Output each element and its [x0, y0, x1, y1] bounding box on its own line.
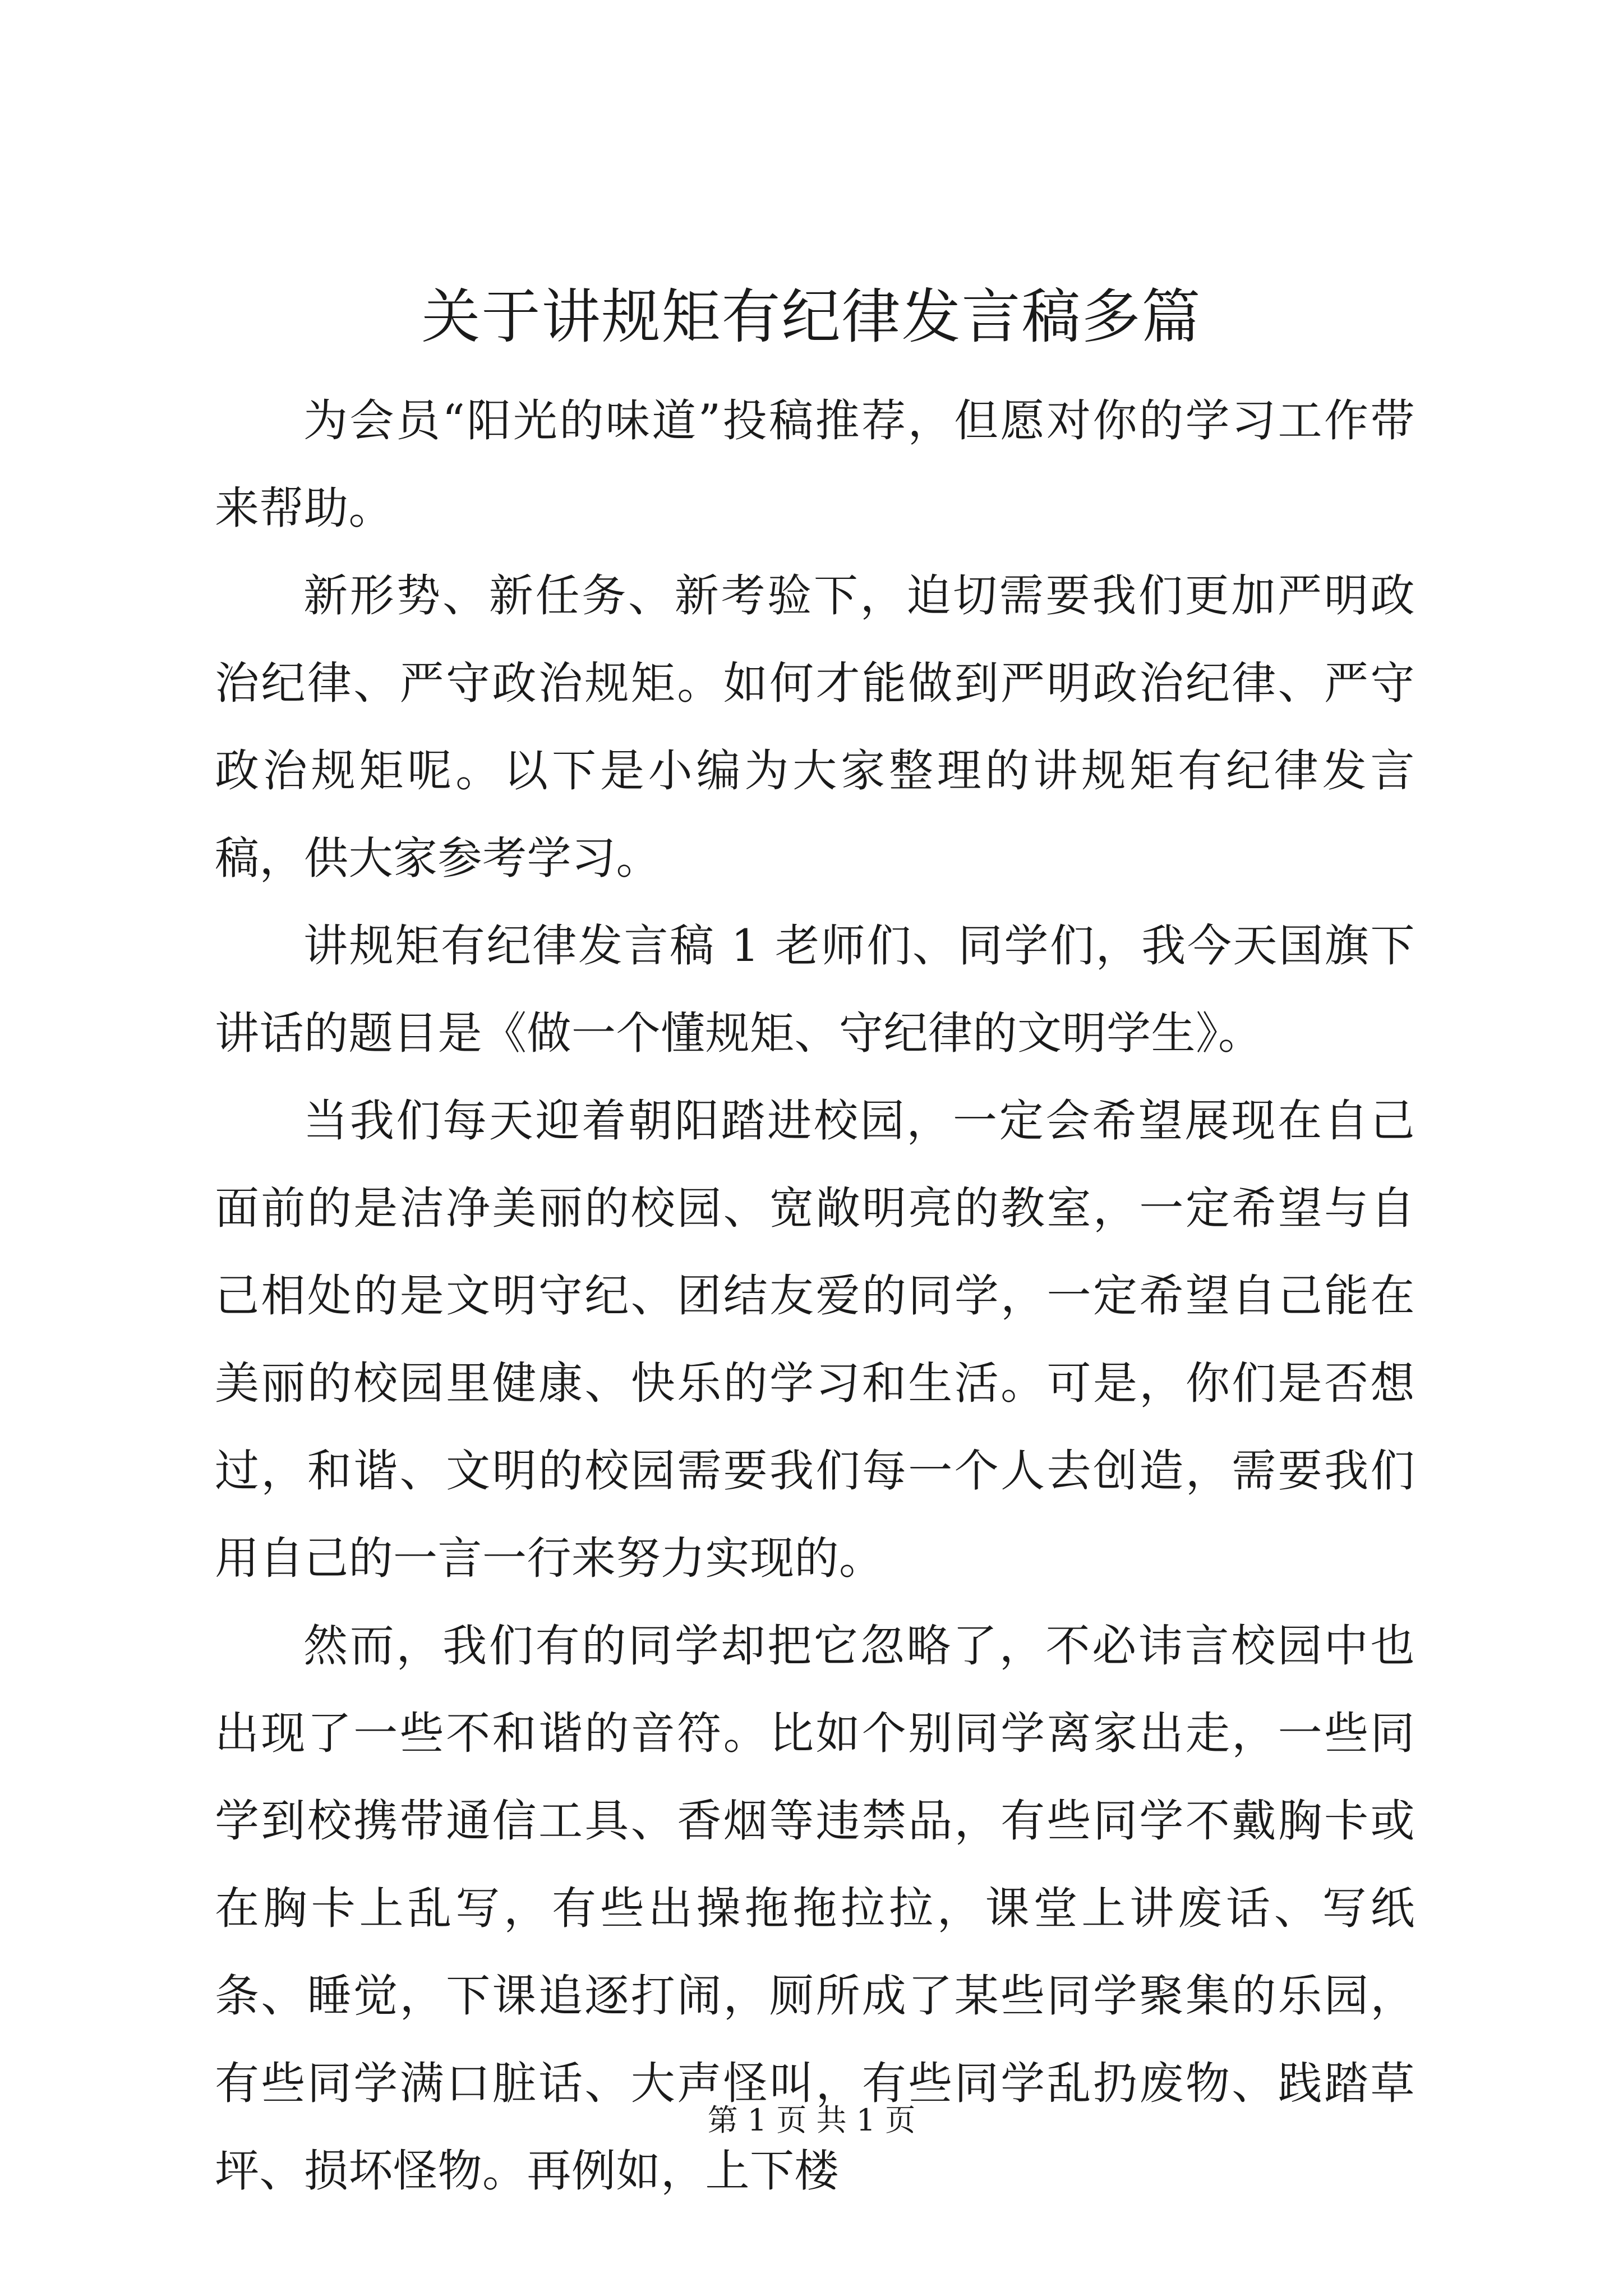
paragraph-intro: 为会员“阳光的味道”投稿推荐，但愿对你的学习工作带来帮助。 [215, 395, 1415, 534]
paragraph-context: 新形势、新任务、新考验下，迫切需要我们更加严明政治纪律、严守政治规矩。如何才能做到严明政治纪律、严守政治规矩呢。以下是小编为大家整理的讲规矩有纪律发言稿，供大家参考学习。 [215, 570, 1415, 884]
document-body [215, 377, 1415, 2215]
page-number-footer: 第 1 页 共 1 页 [707, 2102, 916, 2138]
paragraph-problems: 然而，我们有的同学却把它忽略了，不必讳言校园中也出现了一些不和谐的音符。比如个别同学离家出走，一些同学到校携带通信工具、香烟等违禁品，有些同学不戴胸卡或在胸卡上乱写，有些出操拖拖拉拉，课堂上讲废话、写纸条、睡觉，下课追逐打闹，厕所成了某些同学聚集的乐园，有些同学满口脏话、大声怪叫，有些同学乱扔废物、践踏草坪、损坏怪物。再例如，上下楼 [215, 1620, 1415, 2197]
paragraph-speech-opening: 讲规矩有纪律发言稿 1 老师们、同学们，我今天国旗下讲话的题目是《做一个懂规矩、守纪律的文明学生》。 [215, 920, 1415, 1059]
paragraph-campus-hope: 当我们每天迎着朝阳踏进校园，一定会希望展现在自己面前的是洁净美丽的校园、宽敞明亮的教室，一定希望与自己相处的是文明守纪、团结友爱的同学，一定希望自己能在美丽的校园里健康、快乐的学习和生活。可是，你们是否想过，和谐、文明的校园需要我们每一个人去创造，需要我们用自己的一言一行来努力实现的。 [215, 1095, 1415, 1584]
page-title: 关于讲规矩有纪律发言稿多篇 [421, 283, 1202, 351]
